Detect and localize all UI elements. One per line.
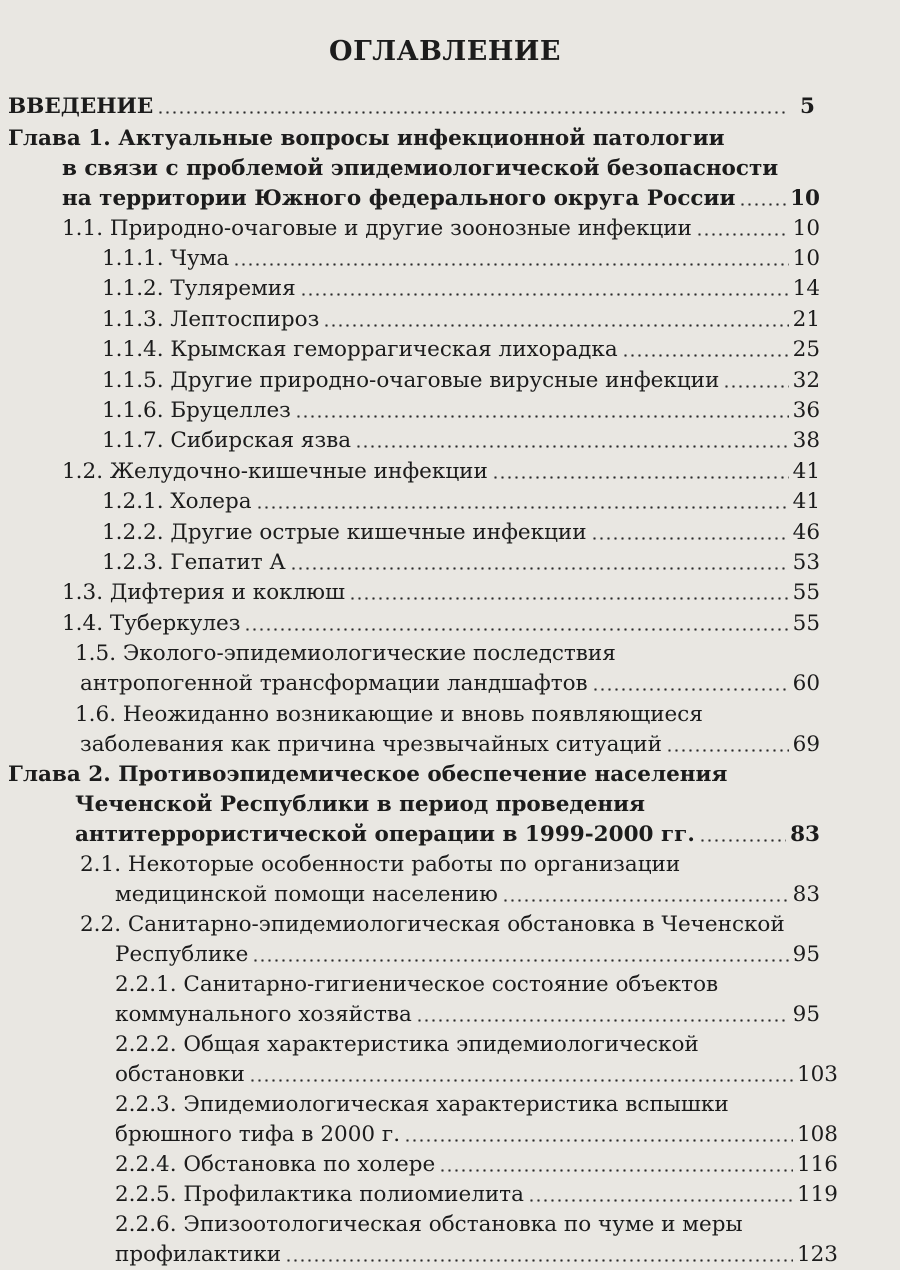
toc-entry [102, 518, 820, 548]
toc-entry-title: 1.3. Дифтерия и коклюш [62, 580, 345, 605]
toc-entry [80, 910, 785, 940]
page-title: ОГЛАВЛЕНИЕ [329, 36, 561, 67]
toc-entry [102, 335, 820, 365]
toc-entry-title: 2.2.2. Общая характеристика эпидемиологической [115, 1032, 699, 1057]
toc-entry-title: 2.2. Санитарно-эпидемиологическая обстановка в Чеченской [80, 912, 785, 937]
toc-page-number: 95 [792, 1002, 820, 1027]
dot-leader [295, 415, 789, 418]
toc-page-number: 53 [792, 550, 820, 575]
toc-page-number: 69 [792, 732, 820, 757]
toc-entry-title: коммунального хозяйства [115, 1002, 412, 1027]
toc-entry [62, 154, 778, 184]
toc-entry [102, 244, 820, 274]
toc-page-number: 36 [792, 398, 820, 423]
toc-entry-title: Глава 1. Актуальные вопросы инфекционной патологии [8, 126, 725, 151]
toc-page-number: 103 [796, 1062, 838, 1087]
toc-page-number: 123 [796, 1242, 838, 1267]
toc-entry [62, 457, 820, 487]
toc-entry [102, 548, 820, 578]
toc-page-number: 55 [792, 611, 820, 636]
toc-page-number: 119 [796, 1182, 838, 1207]
toc-page-number: 83 [792, 882, 820, 907]
toc-entry-title: 1.6. Неожиданно возникающие и вновь появляющиеся [75, 702, 703, 727]
dot-leader [355, 445, 789, 448]
toc-entry [102, 426, 820, 456]
toc-entry [62, 609, 820, 639]
toc-entry [115, 1240, 838, 1270]
toc-page-number: 41 [792, 459, 820, 484]
toc-entry-title: Глава 2. Противоэпидемическое обеспечение населения [8, 762, 728, 787]
toc-entry-title: 1.1.6. Бруцеллез [102, 398, 291, 423]
toc-entry-title: антитеррористической операции в 1999-2000 гг. [75, 822, 695, 847]
toc-page-number: 83 [790, 822, 820, 847]
toc-entry [75, 639, 616, 669]
toc-page-number: 46 [792, 520, 820, 545]
dot-leader [622, 354, 789, 357]
dot-leader [252, 959, 788, 962]
toc-entry-title: антропогенной трансформации ландшафтов [80, 671, 588, 696]
dot-leader [300, 293, 789, 296]
dot-leader [502, 899, 789, 902]
toc-entry [115, 1060, 838, 1090]
dot-leader [591, 537, 789, 540]
toc-page-number: 60 [792, 671, 820, 696]
toc-entry-title: 1.1.1. Чума [102, 246, 230, 271]
dot-leader [290, 567, 789, 570]
toc-entry [8, 760, 727, 790]
toc-page-number: 14 [792, 276, 820, 301]
dot-leader [723, 385, 788, 388]
toc-entry [102, 396, 820, 426]
toc-entry-title: 2.1. Некоторые особенности работы по организации [80, 852, 681, 877]
toc-entry [75, 700, 703, 730]
toc-entry-title: 1.1. Природно-очаговые и другие зоонозные инфекции [62, 216, 692, 241]
toc-entry-title: 2.2.5. Профилактика полиомиелита [115, 1182, 524, 1207]
toc-page-number: 10 [792, 216, 820, 241]
toc-entry-title: 1.4. Туберкулез [62, 611, 241, 636]
toc-entry [62, 184, 820, 214]
toc-entry-title: Республике [115, 942, 249, 967]
toc-entry-title: 1.2.2. Другие острые кишечные инфекции [102, 520, 587, 545]
toc-entry [75, 790, 645, 820]
toc-page-number: 95 [792, 942, 820, 967]
toc-entry [8, 92, 815, 122]
toc-page-number: 10 [790, 186, 820, 211]
toc-entry-title: 2.2.3. Эпидемиологическая характеристика вспышки [115, 1092, 729, 1117]
toc-entry-title: 1.2.1. Холера [102, 489, 252, 514]
toc-entry [115, 1180, 838, 1210]
dot-leader [285, 1259, 793, 1262]
toc-page-number: 32 [792, 368, 820, 393]
toc-entry-title: 2.2.6. Эпизоотологическая обстановка по чуме и меры [115, 1212, 743, 1237]
toc-entry-title: в связи с проблемой эпидемиологической безопасности [62, 156, 779, 181]
toc-page-number: 38 [792, 428, 820, 453]
toc-entry-title: 1.1.5. Другие природно-очаговые вирусные инфекции [102, 368, 720, 393]
toc-entry [8, 124, 725, 154]
toc-entry-title: 1.1.7. Сибирская язва [102, 428, 352, 453]
toc-entry [75, 820, 820, 850]
toc-entry [102, 305, 820, 335]
toc-page-number: 108 [796, 1122, 838, 1147]
toc-page-number: 55 [792, 580, 820, 605]
toc-entry-title: 1.1.4. Крымская геморрагическая лихорадка [102, 337, 618, 362]
toc-entry [115, 1030, 699, 1060]
toc-page-number: 10 [792, 246, 820, 271]
toc-page-number: 21 [792, 307, 820, 332]
toc-entry [115, 880, 820, 910]
dot-leader [233, 263, 788, 266]
toc-entry [80, 850, 680, 880]
dot-leader [157, 111, 787, 114]
dot-leader [256, 506, 789, 509]
toc-entry [80, 730, 820, 760]
dot-leader [592, 688, 789, 691]
toc-entry [115, 1000, 820, 1030]
dot-leader [416, 1019, 789, 1022]
toc-entry [115, 1150, 838, 1180]
toc-entry-title: заболевания как причина чрезвычайных ситуаций [80, 732, 662, 757]
toc-page-number: 116 [796, 1152, 838, 1177]
dot-leader [244, 628, 788, 631]
toc-entry-title: на территории Южного федерального округа России [62, 186, 736, 211]
toc-page-number: 5 [800, 94, 815, 119]
toc-entry-title: обстановки [115, 1062, 245, 1087]
toc-entry [115, 1210, 743, 1240]
dot-leader [404, 1139, 793, 1142]
toc-entry-title: 1.1.2. Туляремия [102, 276, 296, 301]
toc-entry [62, 214, 820, 244]
toc-page-number: 25 [792, 337, 820, 362]
dot-leader [349, 597, 789, 600]
dot-leader [699, 839, 786, 842]
toc-entry [115, 940, 820, 970]
dot-leader [492, 476, 789, 479]
toc-entry-title: 2.2.1. Санитарно-гигиеническое состояние объектов [115, 972, 719, 997]
dot-leader [696, 233, 789, 236]
toc-entry-title: 1.2. Желудочно-кишечные инфекции [62, 459, 488, 484]
toc-entry [62, 578, 820, 608]
toc-entry-title: медицинской помощи населению [115, 882, 498, 907]
toc-entry [102, 487, 820, 517]
dot-leader [528, 1199, 793, 1202]
toc-entry [102, 274, 820, 304]
toc-entry [80, 669, 820, 699]
toc-entry [115, 970, 718, 1000]
toc-entry-title: 1.1.3. Лептоспироз [102, 307, 320, 332]
toc-entry-title: Чеченской Республики в период проведения [75, 792, 645, 817]
dot-leader [439, 1169, 793, 1172]
toc-entry-title: брюшного тифа в 2000 г. [115, 1122, 401, 1147]
dot-leader [739, 203, 786, 206]
toc-entry [115, 1120, 838, 1150]
toc-entry [102, 366, 820, 396]
toc-entry-title: 1.5. Эколого-эпидемиологические последствия [75, 641, 616, 666]
toc-entry-title: 2.2.4. Обстановка по холере [115, 1152, 436, 1177]
toc-entry-title: 1.2.3. Гепатит А [102, 550, 286, 575]
toc-entry-title: ВВЕДЕНИЕ [8, 94, 154, 119]
toc-entry-title: профилактики [115, 1242, 282, 1267]
dot-leader [666, 749, 789, 752]
toc-entry [115, 1090, 729, 1120]
toc-page-number: 41 [792, 489, 820, 514]
dot-leader [249, 1079, 793, 1082]
dot-leader [323, 324, 788, 327]
